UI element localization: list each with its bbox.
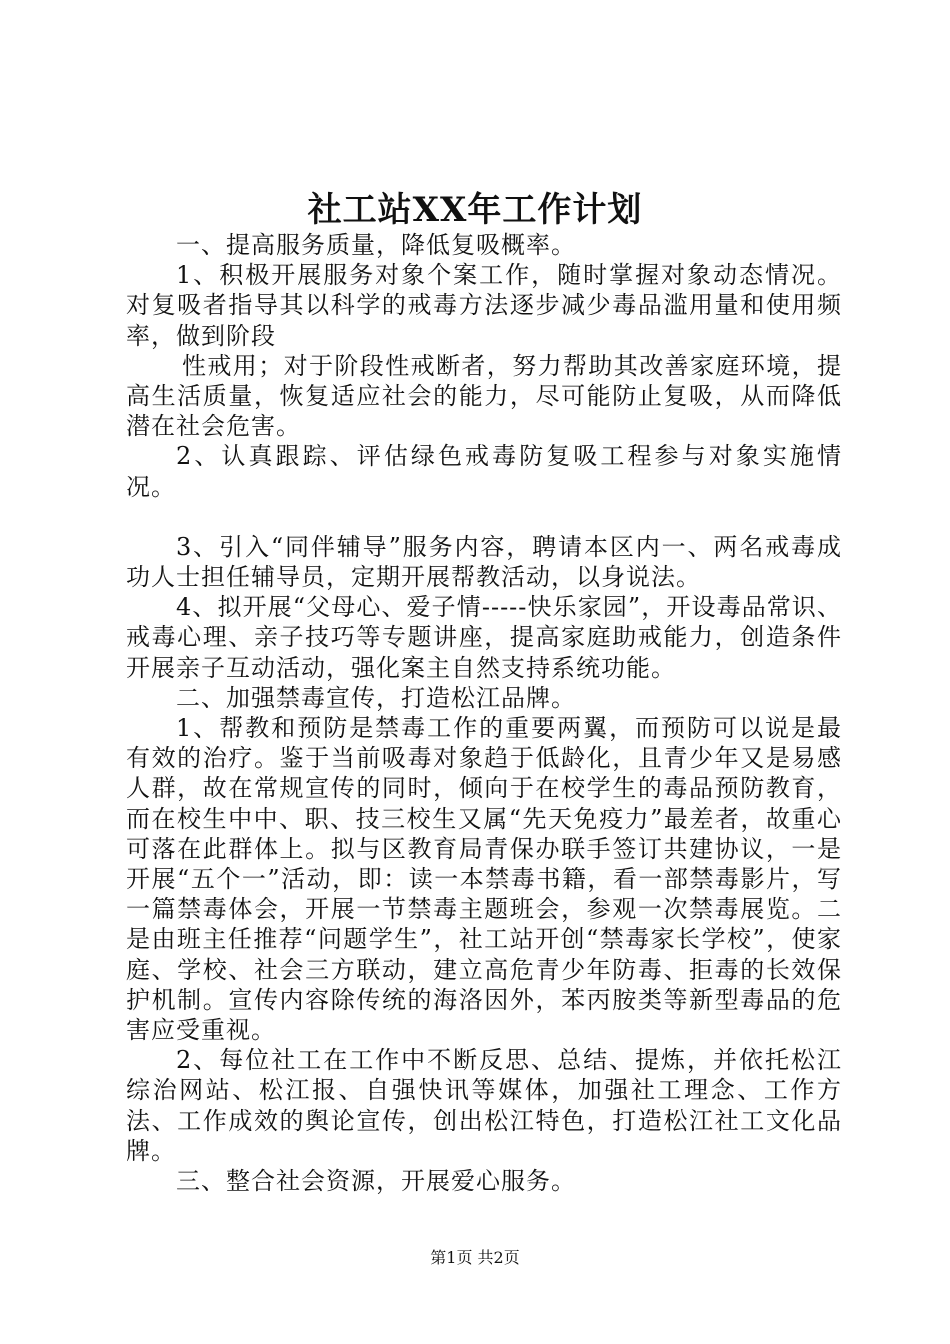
paragraph: 4、拟开展“父母心、爱子情-----快乐家园”，开设毒品常识、戒毒心理、亲子技巧等专题讲座，提高家庭助戒能力，创造条件开展亲子互动活动，强化案主自然支持系统功能。 <box>126 593 842 682</box>
section-heading-1: 一、提高服务质量，降低复吸概率。 <box>176 231 576 259</box>
paragraph: 2、每位社工在工作中不断反思、总结、提炼，并依托松江综治网站、松江报、自强快讯等媒体，加强社工理念、工作方法、工作成效的舆论宣传，创出松江特色，打造松江社工文化品牌。 <box>126 1046 842 1165</box>
section-heading-3: 三、整合社会资源，开展爱心服务。 <box>176 1167 576 1196</box>
paragraph: 1、积极开展服务对象个案工作，随时掌握对象动态情况。对复吸者指导其以科学的戒毒方法逐步减少毒品滥用量和使用频率，做到阶段 <box>126 261 842 350</box>
document-body <box>126 230 842 1196</box>
document-title: 社工站XX年工作计划 <box>307 190 643 230</box>
paragraph: 2、认真跟踪、评估绿色戒毒防复吸工程参与对象实施情况。 <box>126 442 842 501</box>
paragraph: 1、帮教和预防是禁毒工作的重要两翼，而预防可以说是最有效的治疗。鉴于当前吸毒对象趋于低龄化，且青少年又是易感人群，故在常规宣传的同时，倾向于在校学生的毒品预防教育，而在校生中中、职、技三校生又属“先天免疫力”最差者，故重心可落在此群体上。拟与区教育局青保办联手签订共建协议，一是开展“五个一”活动，即：读一本禁毒书籍，看一部禁毒影片，写一篇禁毒体会，开展一节禁毒主题班会，参观一次禁毒展览。二是由班主任推荐“问题学生”，社工站开创“禁毒家长学校”，使家庭、学校、社会三方联动，建立高危青少年防毒、拒毒的长效保护机制。宣传内容除传统的海洛因外，苯丙胺类等新型毒品的危害应受重视。 <box>126 714 842 1045</box>
section-heading-2: 二、加强禁毒宣传，打造松江品牌。 <box>176 683 576 712</box>
paragraph: 性戒用；对于阶段性戒断者，努力帮助其改善家庭环境，提高生活质量，恢复适应社会的能力，尽可能防止复吸，从而降低潜在社会危害。 <box>126 351 842 441</box>
page-number: 第1页 共2页 <box>430 1248 520 1267</box>
paragraph: 3、引入“同伴辅导”服务内容，聘请本区内一、两名戒毒成功人士担任辅导员，定期开展帮教活动，以身说法。 <box>126 532 842 592</box>
